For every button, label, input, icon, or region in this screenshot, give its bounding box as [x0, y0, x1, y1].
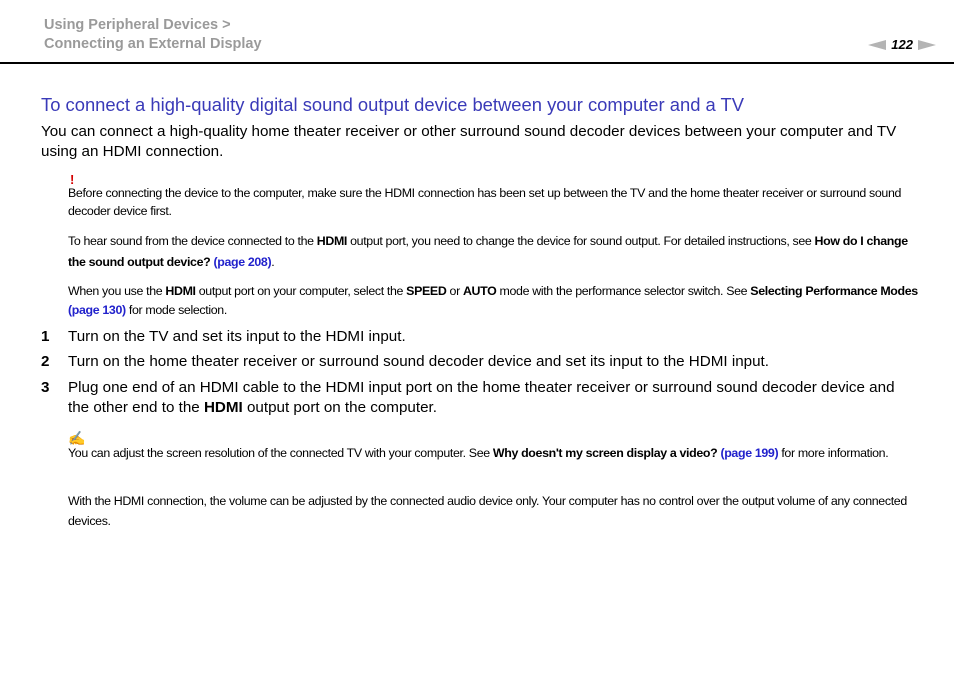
- note-text: To hear sound from the device connected to the: [68, 234, 317, 248]
- note-bold: AUTO: [462, 284, 497, 298]
- page-navigation: [868, 37, 936, 52]
- next-page-arrow-icon[interactable]: [918, 40, 936, 50]
- note-bold: HDMI: [165, 284, 196, 298]
- note-text: mode with the performance selector switch. See: [496, 284, 751, 298]
- resolution-tip: [68, 444, 918, 462]
- performance-mode-note: [68, 282, 918, 320]
- step-text: [68, 378, 918, 417]
- step-1: [41, 327, 941, 347]
- tip-bold: Why doesn't my screen display a video?: [492, 446, 718, 460]
- note-text: for mode selection.: [125, 303, 227, 317]
- step-number: 1: [41, 328, 50, 345]
- tip-text: You can adjust the screen resolution of the connected TV with your computer. See: [68, 446, 493, 460]
- warning-icon: !: [70, 172, 75, 187]
- step-number: 3: [41, 379, 50, 396]
- note-text: output port, you need to change the device for sound output. For detailed instructions, see: [347, 234, 815, 248]
- volume-tip: With the HDMI connection, the volume can be adjusted by the connected audio device only. Your computer has no control over the output volume of any connected devices.: [68, 494, 907, 528]
- step-text-bold: HDMI: [203, 398, 243, 416]
- note-text: When you use the: [68, 284, 166, 298]
- previous-page-arrow-icon[interactable]: [868, 40, 886, 50]
- note-text: or: [446, 284, 463, 298]
- note-bold: Selecting Performance Modes: [750, 284, 918, 298]
- step-text: Turn on the TV and set its input to the HDMI input.: [68, 328, 406, 345]
- note-bold: How do I change the sound output device?: [68, 234, 908, 269]
- note-text: output port on your computer, select the: [195, 284, 407, 298]
- intro-paragraph: You can connect a high-quality home theater receiver or other surround sound decoder devices between your computer and TV using an HDMI connection.: [41, 123, 897, 160]
- warning-text: Before connecting the device to the computer, make sure the HDMI connection has been set up between the TV and the home theater receiver or surround sound decoder device first.: [68, 186, 902, 218]
- step-text: Turn on the home theater receiver or surround sound decoder device and set its input to the HDMI input.: [68, 353, 769, 370]
- step-number: 2: [41, 353, 50, 370]
- section-heading: To connect a high-quality digital sound output device between your computer and a TV: [41, 94, 745, 115]
- page-208-link[interactable]: (page 208): [213, 255, 272, 269]
- pencil-note-icon: ✍: [68, 430, 86, 446]
- note-bold: HDMI: [316, 234, 348, 248]
- step-3: [41, 378, 941, 418]
- page-130-link[interactable]: (page 130): [68, 303, 126, 317]
- step-text-part: Plug one end of an HDMI cable to the HDMI input port on the home theater receiver or surround sound decoder device and the other end to the: [68, 379, 895, 416]
- step-2: [41, 352, 941, 372]
- breadcrumb-current[interactable]: Connecting an External Display: [44, 36, 262, 52]
- page-number: 122: [891, 37, 913, 52]
- page-199-link[interactable]: (page 199): [720, 446, 779, 460]
- tip-text: for more information.: [778, 446, 889, 460]
- sound-output-note: [68, 231, 918, 273]
- note-text: .: [271, 255, 275, 269]
- breadcrumb-parent[interactable]: Using Peripheral Devices >: [44, 17, 231, 33]
- step-text-part: output port on the computer.: [242, 398, 437, 416]
- header-divider: [0, 62, 954, 64]
- note-bold: SPEED: [406, 284, 447, 298]
